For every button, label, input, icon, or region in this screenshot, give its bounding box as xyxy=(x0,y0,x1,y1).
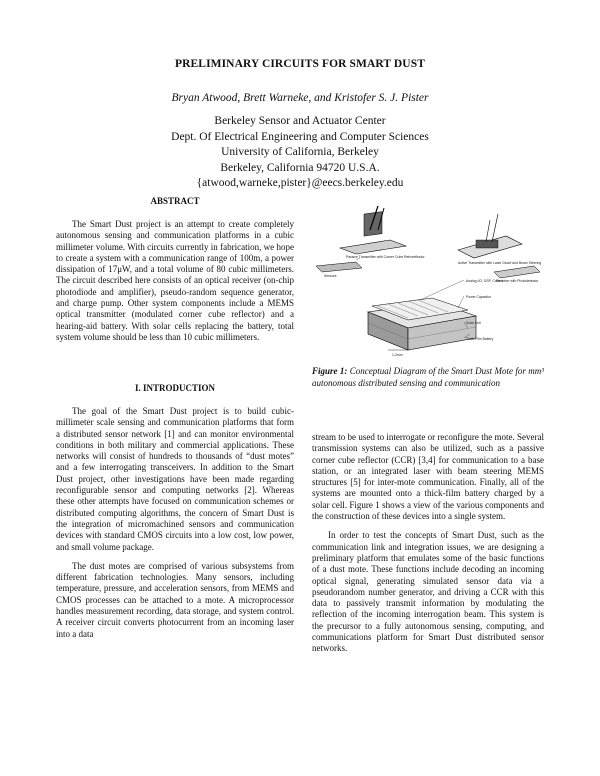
label-passive-transmitter: Passive Transmitter with Corner Cube Retroreflector xyxy=(346,255,425,259)
label-sensors: Sensors xyxy=(324,274,337,278)
abstract-heading: ABSTRACT xyxy=(150,196,200,206)
right-paragraph: In order to test the concepts of Smart Dust, such as the communication link and integration issues, we are designing a preliminary platform that emulates some of the basic functions of a dust mote. These functions include decoding an incoming optical signal, generating simulated sensor data via a pseudorandom number generator, and driving a CCR with this data to passively transmit information by modulating the reflection of the incoming interrogation beam. This system is the precursor to a fully autonomous sensing, computing, and communications platform for Smart Dust distributed sensor networks. xyxy=(312,530,544,654)
label-battery: Thick-Film Battery xyxy=(466,337,494,341)
receiver-drawing xyxy=(494,266,540,278)
abstract-section xyxy=(56,196,294,343)
right-paragraph: stream to be used to interrogate or reconfigure the mote. Several transmission systems can also be utilized, such as a passive corner cube reflector (CCR) [3,4] for communication to a base station, or an integrated laser with beam steering MEMS structures [5] for inter-mote communication. Finally, all of the systems are mounted onto a thick-film battery charged by a solar cell. Figure 1 shows a view of the various components and the construction of these devices into a single system. xyxy=(312,432,544,522)
intro-paragraph: The dust motes are comprised of various subsystems from different fabrication technologies. Many sensors, including temperature, pressure, and acceleration sensors, from MEMS and CMOS processes can be attached to a mote. A microprocessor handles measurement recording, data storage, and system control. A receiver circuit converts photocurrent from an incoming laser into a data xyxy=(56,560,294,639)
label-receiver: Receiver with Photodetector xyxy=(496,279,539,283)
affiliation-line: Berkeley Sensor and Actuator Center xyxy=(214,115,386,127)
abstract-text: The Smart Dust project is an attempt to create completely autonomous sensing and communication platforms in a cubic millimeter volume. With circuits currently in fabrication, we hope to create a system with a communication range of 100m, a power dissipation of 17μW, and a total volume of 80 cubic millimeters. The circuit described here consists of an optical receiver (on-chip photodiode and amplifier), pseudo-random sequence generator, and charge pump. Other system components include a MEMS optical transmitter (modulated corner cube reflector) and a hearing-aid battery. With solar cells replacing the battery, total system volume should be less than 10 cubic millimeters. xyxy=(56,219,294,342)
mote-stack-drawing xyxy=(368,298,476,350)
affiliation-block xyxy=(0,114,600,192)
introduction-heading: I. INTRODUCTION xyxy=(134,383,215,393)
label-solar-cell: Solar Cell xyxy=(466,321,481,325)
caption-text: Conceptual Diagram of the Smart Dust Mote for mm³ autonomous distributed sensing and communication xyxy=(312,366,544,388)
paper-title: PRELIMINARY CIRCUITS FOR SMART DUST xyxy=(175,58,425,70)
figure-caption xyxy=(312,366,544,389)
figure-1 xyxy=(308,200,548,390)
introduction-section xyxy=(56,383,294,640)
smart-dust-mote-diagram xyxy=(308,200,548,375)
label-scale: 1-2mm xyxy=(392,353,403,357)
right-column-text xyxy=(312,432,544,655)
active-transmitter-drawing xyxy=(458,214,522,258)
affiliation-email: {atwood,warneke,pister}@eecs.berkeley.edu xyxy=(196,177,404,189)
label-analog-io: Analog I/O, DSP, Control xyxy=(466,279,504,283)
affiliation-line: Berkeley, California 94720 U.S.A. xyxy=(220,161,380,174)
affiliation-line: Dept. Of Electrical Engineering and Computer Sciences xyxy=(171,130,429,143)
caption-label: Figure 1: xyxy=(312,366,348,376)
label-active-transmitter: Active Transmitter with Laser Diode and Beam Steering xyxy=(458,261,542,265)
sensors-drawing xyxy=(316,262,362,272)
passive-transmitter-drawing xyxy=(340,206,406,254)
paper-authors: Bryan Atwood, Brett Warneke, and Kristofer S. J. Pister xyxy=(171,92,429,104)
label-power-capacitor: Power Capacitor xyxy=(466,295,492,299)
affiliation-line: University of California, Berkeley xyxy=(221,146,379,158)
intro-paragraph: The goal of the Smart Dust project is to build cubic-millimeter scale sensing and communication platforms that form a distributed sensor network [1] and can monitor environmental conditions in both military and commercial applications. These networks will consist of hundreds to thousands of “dust motes” and a few interrogating transceivers. In addition to the Smart Dust project, other investigations have been made regarding reconfigurable sensor and computing networks [2]. Whereas these other attempts have focused on communication schemes or distributed computing algorithms, the concern of Smart Dust is the integration of micromachined sensors and communication devices with standard CMOS circuits into a low cost, low power, and small volume package. xyxy=(56,406,294,552)
